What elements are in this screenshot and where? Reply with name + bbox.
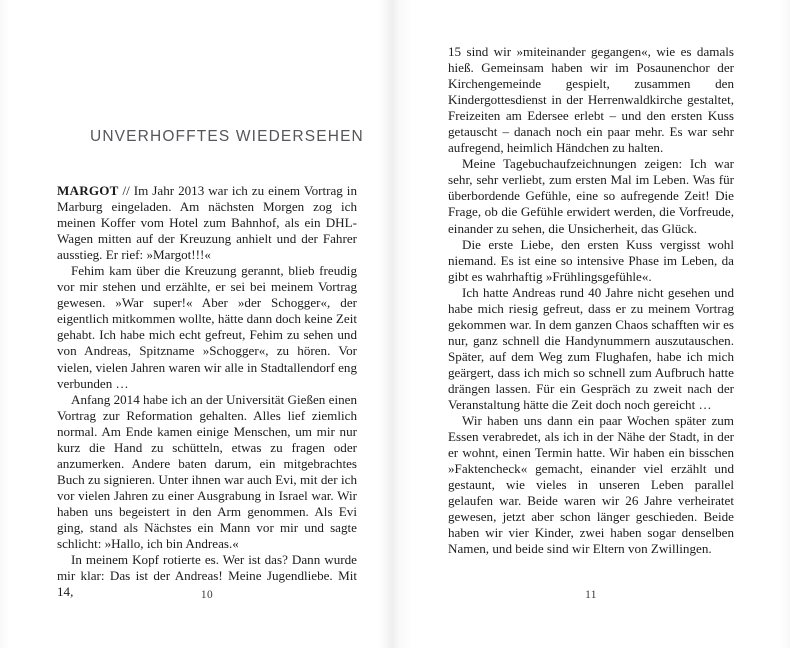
page-number-right: 11 <box>585 589 597 601</box>
paragraph: 15 sind wir »miteinander gegangen«, wie es damals hieß. Gemeinsam haben wir im Posaunenchor der Kirchengemeinde gespielt, zusammen den Kindergottesdienst in der Herrenwaldkirche gestaltet, Freizeiten am Edersee erlebt – und den ersten Kuss getauscht – danach noch ein paar mehr. Es war sehr aufregend, heimlich Händchen zu halten. <box>448 44 734 156</box>
left-page-body <box>57 183 357 600</box>
page-edge-shadow-right <box>780 0 790 648</box>
right-page <box>448 0 734 648</box>
paragraph: Anfang 2014 habe ich an der Universität Gießen einen Vortrag zur Reformation gehalten. Alles lief ziemlich normal. Am Ende kamen einige Menschen, um mir nur kurz die Hand zu schütteln, etwas zu fragen oder anzumerken. Andere baten darum, ein mitgebrachtes Buch zu signieren. Unter ihnen war auch Evi, mit der ich vor vielen Jahren zu einer Ausgrabung in Israel war. Wir haben uns begeistert in den Arm genommen. Als Evi ging, stand als Nächstes ein Mann vor mir und sagte schlicht: »Hallo, ich bin Andreas.« <box>57 391 357 552</box>
speaker-label: MARGOT <box>57 183 119 198</box>
book-gutter-shadow <box>378 0 412 648</box>
chapter-title: UNVERHOFFTES WIEDERSEHEN <box>90 128 364 145</box>
paragraph: Fehim kam über die Kreuzung gerannt, blieb freudig vor mir stehen und erzählte, er sei bei meinem Vortrag gewesen. »War super!« Aber »der Schogger«, der eigentlich mitkommen wollte, hätte dann doch keine Zeit gehabt. Ich habe mich echt gefreut, Fehim zu sehen und von Andreas, Spitzname »Schogger«, zu hören. Vor vielen, vielen Jahren waren wir alle in Stadtallendorf eng verbunden … <box>57 263 357 391</box>
page-number-left: 10 <box>200 589 214 601</box>
page-edge-shadow-left <box>0 0 10 648</box>
paragraph: Ich hatte Andreas rund 40 Jahre nicht gesehen und habe mich riesig gefreut, dass er zu meinem Vortrag gekommen war. In dem ganzen Chaos schafften wir es nur, ganz schnell die Handynummern auszutauschen. Später, auf dem Weg zum Flughafen, habe ich mich geärgert, dass ich mich so schnell zum Aufbruch hatte drängen lassen. Für ein Gespräch zu zweit nach der Veranstaltung hätte die Zeit doch noch gereicht … <box>448 284 734 413</box>
paragraph: Die erste Liebe, den ersten Kuss vergisst wohl niemand. Es ist eine so intensive Phase im Leben, da gibt es wahrhaftig »Frühlingsgefühle«. <box>448 236 734 284</box>
paragraph: Meine Tagebuchaufzeichnungen zeigen: Ich war sehr, sehr verliebt, zum ersten Mal im Leben. Was für überbordende Gefühle, eine so aufregende Zeit! Die Frage, ob die Gefühle erwidert werden, die Vorfreude, einander zu sehen, die Unsicherheit, das Glück. <box>448 156 734 236</box>
right-page-body <box>448 44 734 558</box>
paragraph: MARGOT // Im Jahr 2013 war ich zu einem Vortrag in Marburg eingeladen. Am nächsten Morgen zog ich meinen Koffer vom Hotel zum Bahnhof, als ein DHL-Wagen mitten auf der Kreuzung anhielt und der Fahrer ausstieg. Er rief: »Margot!!!« <box>57 183 357 263</box>
paragraph: In meinem Kopf rotierte es. Wer ist das? Dann wurde mir klar: Das ist der Andreas! Meine Jugendliebe. Mit 14, <box>57 552 357 600</box>
left-page <box>57 0 364 648</box>
paragraph: Wir haben uns dann ein paar Wochen später zum Essen verabredet, als ich in der Nähe der Stadt, in der er wohnt, einen Termin hatte. Wir haben ein bisschen »Faktencheck« gemacht, einander viel erzählt und gestaunt, wie vieles in unseren Leben parallel gelaufen war. Beide waren wir 26 Jahre verheiratet gewesen, jetzt aber schon länger geschieden. Beide haben wir vier Kinder, zwei haben sogar denselben Namen, und beide sind wir Eltern von Zwillingen. <box>448 413 734 557</box>
